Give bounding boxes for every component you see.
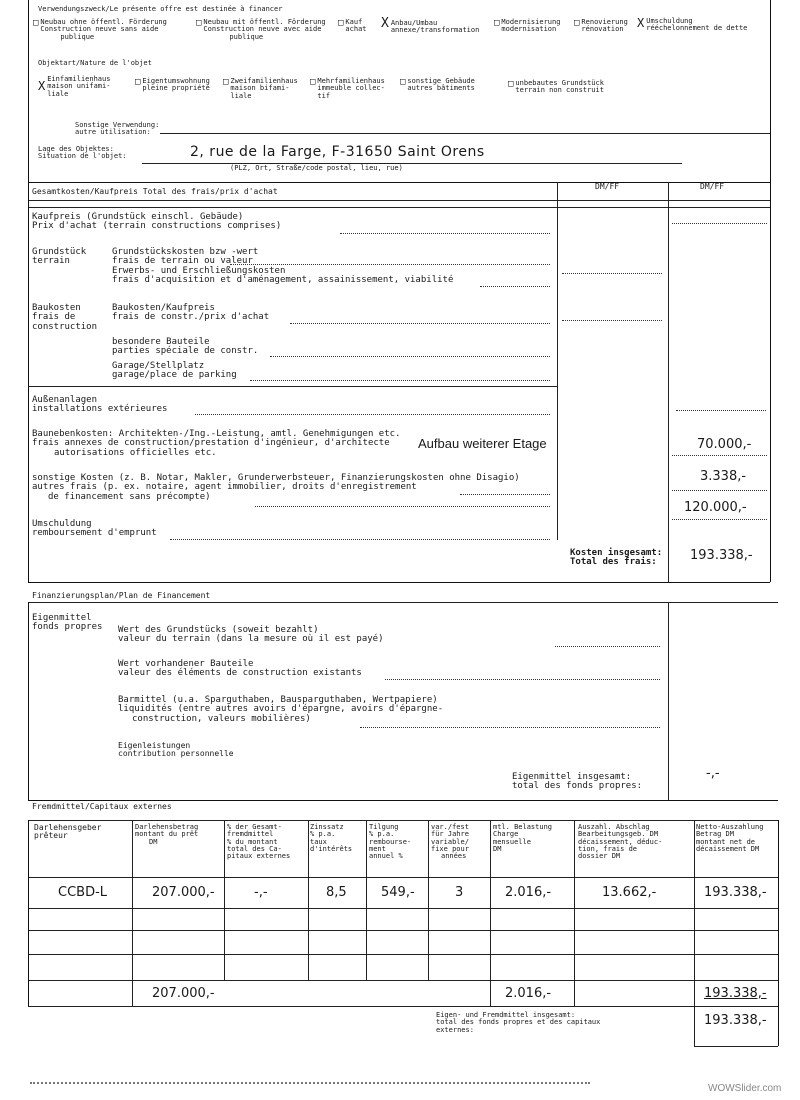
purpose-heading: Verwendungszweck/Le présente offre est destinée à financer bbox=[38, 5, 283, 13]
checkbox[interactable]: □ bbox=[196, 18, 202, 28]
external-funds-heading: Fremdmittel/Capitaux externes bbox=[32, 802, 172, 811]
grand-total-amount[interactable]: 193.338,- bbox=[704, 1013, 767, 1028]
cell-interest-rate[interactable]: 8,5 bbox=[326, 885, 347, 900]
sum-monthly-charge[interactable]: 2.016,- bbox=[505, 986, 552, 1001]
option-label-fr: maison unifami- bbox=[47, 82, 111, 91]
col-header-percent-external: % der Gesamt- fremdmittel % du montant total des Ca- pitaux externes bbox=[227, 823, 291, 861]
option-label-fr: Construction neuve avec aide bbox=[203, 25, 322, 34]
other-use-field[interactable] bbox=[160, 133, 770, 134]
option-label-fr-cont: liale bbox=[230, 91, 252, 100]
existing-parts-text: Wert vorhandener Bauteile valeur des éléments de construction existants bbox=[118, 659, 362, 679]
land-section-label: Grundstück terrain bbox=[32, 247, 87, 267]
purchase-price-label: Kaufpreis (Grundstück einschl. Gebäude) Prix d'achat (terrain constructions comprises) bbox=[32, 212, 282, 232]
financing-heading: Finanzierungsplan/Plan de Financement bbox=[32, 591, 211, 600]
cell-years[interactable]: 3 bbox=[455, 885, 464, 900]
option-label-fr: rénovation bbox=[581, 25, 624, 34]
option-label-fr: immeuble collec- bbox=[317, 84, 385, 93]
land-value-text: Wert des Grundstücks (soweit bezahlt) valeur du terrain (dans la mesure où il est payé) bbox=[118, 625, 384, 645]
checkbox[interactable]: X bbox=[381, 16, 389, 31]
own-work-text: Eigenleistungen contribution personnelle bbox=[118, 741, 234, 759]
option-label-fr-cont: publique bbox=[60, 32, 95, 41]
option-label: Eigentumswohnung bbox=[142, 77, 210, 85]
address-underline bbox=[142, 163, 682, 164]
scan-edge bbox=[30, 1082, 590, 1084]
col-header-variable-fixed: var./fest für Jahre variable/ fixe pour années bbox=[431, 823, 469, 861]
side-costs-amount[interactable]: 70.000,- bbox=[697, 437, 752, 452]
option-label: Kauf bbox=[345, 18, 363, 26]
checkbox[interactable]: □ bbox=[508, 79, 514, 89]
checkbox[interactable]: X bbox=[38, 79, 46, 93]
checkbox[interactable]: □ bbox=[338, 18, 344, 28]
debt-rescheduling-label: Umschuldung remboursement d'emprunt bbox=[32, 519, 157, 539]
option-label: Neubau mit öffentl. Förderung bbox=[203, 18, 326, 26]
option-label-fr-cont: tif bbox=[317, 91, 331, 100]
option-label: sonstige Gebäude bbox=[407, 77, 475, 85]
object-option-two-family[interactable] bbox=[223, 78, 298, 100]
cell-monthly-charge[interactable]: 2.016,- bbox=[505, 885, 552, 900]
col-header-net-payout: Netto-Auszahlung Betrag DM montant net de décaissement DM bbox=[696, 823, 764, 854]
special-parts-text: besondere Bauteile parties spéciale de constr. bbox=[112, 337, 259, 357]
watermark: WOWSlider.com bbox=[708, 1083, 782, 1094]
option-label-fr: Construction neuve sans aide bbox=[40, 25, 159, 34]
object-option-condo[interactable] bbox=[135, 78, 210, 93]
option-label: Einfamilienhaus bbox=[47, 75, 111, 83]
other-use-label: Sonstige Verwendung: autre utilisation: bbox=[75, 121, 160, 137]
option-label: Mehrfamilienhaus bbox=[317, 77, 385, 85]
purpose-option-rescheduling[interactable] bbox=[637, 17, 747, 33]
checkbox[interactable]: □ bbox=[135, 77, 141, 87]
checkbox[interactable]: □ bbox=[574, 18, 580, 28]
sum-net-payout[interactable]: 193.338,- bbox=[704, 986, 767, 1001]
other-costs-text: sonstige Kosten (z. B. Notar, Makler, Grunderwerbsteuer, Finanzierungskosten ohne Disagio) autres frais (p. ex. notaire, agent immobilier, droits d'enregistrement de financement sans précompte) bbox=[32, 473, 520, 502]
option-label-fr: maison bifami- bbox=[230, 84, 290, 93]
checkbox[interactable]: □ bbox=[310, 77, 316, 87]
object-heading: Objektart/Nature de l'objet bbox=[38, 59, 152, 67]
cash-assets-text: Barmittel (u.a. Sparguthaben, Bausparguthaben, Wertpapiere) liquidités (entre autres avoirs d'épargne, avoirs d'épargne- construction, valeurs mobilières) bbox=[118, 695, 444, 724]
checkbox[interactable]: □ bbox=[494, 18, 500, 28]
object-option-multi-family[interactable] bbox=[310, 78, 385, 100]
garage-text: Garage/Stellplatz garage/place de parking bbox=[112, 361, 237, 381]
side-costs-text: Baunebenkosten: Architekten-/Ing.-Leistung, amtl. Genehmigungen etc. frais annexes de construction/prestation d'ingénieur, d'architecte autorisations officielles etc. bbox=[32, 429, 401, 458]
cell-lender[interactable]: CCBD-L bbox=[58, 885, 108, 900]
purpose-option-modernization[interactable] bbox=[494, 19, 560, 34]
cell-repayment[interactable]: 549,- bbox=[381, 885, 415, 900]
col-header-loan-amount: Darlehensbetrag montant du prêt DM bbox=[135, 823, 199, 846]
total-costs-amount[interactable]: 193.338,- bbox=[690, 548, 753, 563]
land-costs-value[interactable] bbox=[562, 273, 662, 274]
construction-costs-text: Baukosten/Kaufpreis frais de constr./prix d'achat bbox=[112, 303, 270, 323]
construction-section-label: Baukosten frais de construction bbox=[32, 303, 98, 332]
option-label-fr-cont: liale bbox=[47, 89, 69, 98]
own-funds-total-label: Eigenmittel insgesamt: total des fonds propres: bbox=[512, 772, 643, 792]
col-header-interest-rate: Zinssatz % p.a. taux d'intérêts bbox=[310, 823, 353, 854]
outside-installations-value[interactable] bbox=[676, 410, 766, 411]
option-label-fr: rééchelonnement de dette bbox=[646, 24, 748, 33]
col-header-monthly-charge: mtl. Belastung Charge mensuelle DM bbox=[493, 823, 553, 854]
side-costs-typed-note[interactable]: Aufbau weiterer Etage bbox=[418, 436, 547, 451]
object-option-undeveloped-land[interactable] bbox=[508, 80, 604, 95]
own-funds-label: Eigenmittel fonds propres bbox=[32, 613, 103, 633]
object-option-other-buildings[interactable] bbox=[400, 78, 475, 93]
cell-loan-amount[interactable]: 207.000,- bbox=[152, 885, 215, 900]
location-label: Lage des Objektes: Situation de l'objet: bbox=[38, 145, 127, 161]
option-label-fr: terrain non construit bbox=[515, 86, 604, 95]
grand-total-label: Eigen- und Fremdmittel insgesamt: total des fonds propres et des capitaux externes: bbox=[436, 1011, 601, 1034]
col-header-repayment: Tilgung % p.a. rembourse- ment annuel % bbox=[369, 823, 412, 861]
option-label: Anbau/Umbau bbox=[390, 19, 438, 27]
currency-col2: DM/FF bbox=[700, 182, 725, 191]
option-label-fr: autres bâtiments bbox=[407, 84, 475, 93]
address-field[interactable]: 2, rue de la Farge, F-31650 Saint Orens bbox=[190, 144, 485, 160]
land-costs-text: Grundstückskosten bzw -wert frais de terrain ou valeur Erwerbs- und Erschließungskosten frais d'acquisition et d'aménagement, assainissement, viabilité bbox=[112, 247, 454, 286]
other-costs-amount[interactable]: 3.338,- bbox=[700, 469, 747, 484]
col-header-lender: Darlehensgeber prêteur bbox=[34, 823, 102, 841]
outside-installations-label: Außenanlagen installations extérieures bbox=[32, 395, 168, 415]
option-label-fr-cont: publique bbox=[229, 32, 264, 41]
costs-heading: Gesamtkosten/Kaufpreis Total des frais/prix d'achat bbox=[32, 187, 278, 196]
purpose-option-renovation[interactable] bbox=[574, 19, 628, 34]
sum-loan-amount[interactable]: 207.000,- bbox=[152, 986, 215, 1001]
object-option-single-family[interactable] bbox=[38, 76, 110, 98]
debt-rescheduling-amount[interactable]: 120.000,- bbox=[684, 500, 747, 515]
option-label: Umschuldung bbox=[646, 17, 693, 25]
option-label-fr: pleine propriété bbox=[142, 84, 210, 93]
option-label-fr: annexe/transformation bbox=[390, 26, 480, 35]
option-label: Renovierung bbox=[581, 18, 628, 26]
purpose-option-new-subsidized[interactable] bbox=[196, 19, 326, 41]
col-header-deduction: Auszahl. Abschlag Bearbeitungsgeb. DM décaissement, déduc- tion, frais de dossier DM bbox=[578, 823, 663, 861]
option-label: unbebautes Grundstück bbox=[515, 79, 604, 87]
purpose-option-purchase[interactable] bbox=[338, 19, 367, 34]
option-label: Modernisierung bbox=[501, 18, 561, 26]
option-label-fr: modernisation bbox=[501, 25, 557, 34]
checkbox[interactable]: □ bbox=[400, 77, 406, 87]
checkbox[interactable]: □ bbox=[223, 77, 229, 87]
option-label: Neubau ohne öffentl. Förderung bbox=[40, 18, 167, 26]
total-costs-label: Kosten insgesamt: Total des frais: bbox=[570, 548, 663, 568]
purpose-option-new-unsubsidized[interactable] bbox=[33, 19, 167, 41]
checkbox[interactable]: □ bbox=[33, 18, 39, 28]
own-funds-total-amount[interactable]: -,- bbox=[706, 766, 720, 781]
checkbox[interactable]: X bbox=[637, 16, 645, 30]
purpose-option-extension[interactable] bbox=[381, 17, 479, 35]
purchase-price-value[interactable] bbox=[672, 223, 767, 224]
option-label: Zweifamilienhaus bbox=[230, 77, 298, 85]
construction-costs-value[interactable] bbox=[562, 320, 662, 321]
cell-deduction[interactable]: 13.662,- bbox=[602, 885, 657, 900]
currency-col1: DM/FF bbox=[595, 182, 620, 191]
cell-percent[interactable]: -,- bbox=[254, 885, 268, 900]
cell-net-payout[interactable]: 193.338,- bbox=[704, 885, 767, 900]
address-hint: (PLZ, Ort, Straße/code postal, lieu, rue) bbox=[230, 164, 403, 172]
option-label-fr: achat bbox=[345, 25, 367, 34]
